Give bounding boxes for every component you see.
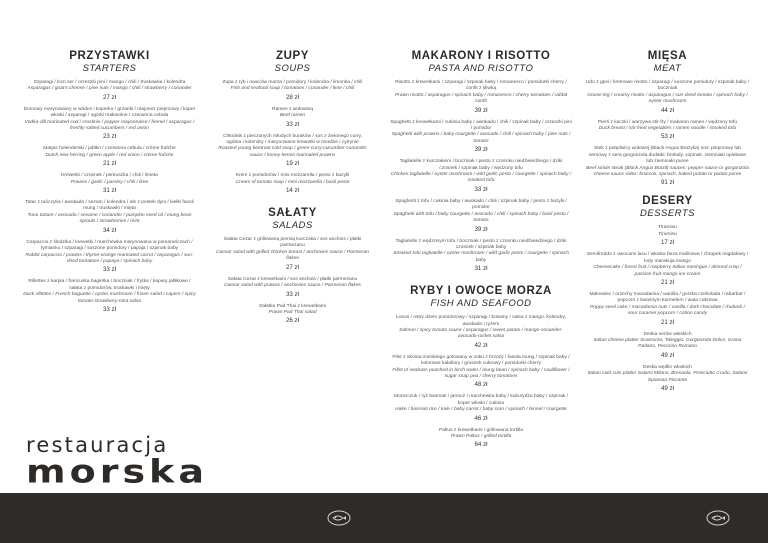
menu-item <box>390 394 572 422</box>
menu-item-price: 46 zł <box>474 414 488 422</box>
menu-item-name-pl: Krewetki / czosnek / pietruszka / chili / limeta <box>61 173 158 179</box>
menu-item-price: 91 zł <box>660 179 675 187</box>
menu-item-name-pl: Sałata Cezar z grillowaną piersią kurczaka / sos anchois / płatki parmezanu <box>223 237 362 249</box>
menu-item-name-en: Duck rillettes / French baguette / oyster mushroom / frisee salad / capers / spicy tomato-strawberry-mint salsa <box>23 292 196 304</box>
logo-main-text: morska <box>26 452 208 490</box>
soups-list <box>215 80 370 195</box>
menu-item-name-pl: Tiramisu <box>658 225 677 231</box>
menu-item <box>585 365 750 393</box>
menu-item-price: 33 zł <box>285 290 300 298</box>
menu-item-price: 27 zł <box>102 93 117 101</box>
menu-item-name-pl: Domowy marynowany w wódce i koperku / grzanki / majonez pieprzowy / koper włoski / szparagi / ogórki małosolne / czerwona cebula <box>23 106 196 119</box>
menu-item <box>585 225 750 247</box>
menu-item-price: 28 zł <box>285 93 300 101</box>
menu-item-name-pl: Sałatka Pad Thai z krewetkami <box>258 303 327 309</box>
menu-item-name-pl: Łosoś / ostry dżem pomidorowy / szparagi / botwiny / salsa z mango, kolendry, awokado i ryżem <box>396 315 566 327</box>
menu-item-price: 34 zł <box>102 226 117 234</box>
section-title-desserts: DESERY <box>642 195 693 208</box>
menu-item <box>585 80 750 115</box>
column-starters <box>22 50 197 319</box>
menu-item-name-pl: Chłodnik z pieczonych młodych buraków / sos z zielonego curry, ogórka i kolendry / marynowane krewetki w miodzie i cytrynie <box>222 133 363 146</box>
menu-item-name-en: Tiramisu <box>658 231 677 237</box>
menu-item <box>22 173 197 195</box>
menu-item-name-pl: Paltus z krewetkami / grillowana tortilla <box>439 427 523 433</box>
menu-item-name-en: Prawns / garlic / parsley / chili / lime <box>70 179 149 185</box>
menu-item-name-pl: Ramen z wołowiną <box>271 106 314 112</box>
menu-item-name-en: Fish and seafood soup / tomatoes / coriander / lime / chili <box>230 86 355 92</box>
section-subtitle-soups: SOUPS <box>274 63 311 74</box>
menu-item <box>390 199 572 234</box>
menu-item-name-pl: Tatar z tuńczyka / awokado / sezam / kolendra / ole z pestek dyni / kiełki fasoli mung / truskawki / mięta <box>25 200 194 212</box>
menu-item-price: 33 zł <box>102 305 117 313</box>
menu-item-name-en: Italian cold cuts platter Salami Milano, Bresaola, Prosciutto Crudo, Salami Spianata Piccante <box>587 371 748 383</box>
menu-item-name-pl: Szparagi / kozi ser / orzeszki pini / mango / chili / truskawka / kolendra <box>33 80 186 85</box>
menu-item-name-pl: Pierś z kaczki / warzywa stir-fry / makaron ramen / wędzony tofu <box>597 119 738 125</box>
section-title-meat: MIĘSA <box>647 50 688 62</box>
menu-item-name-en: Goose leg / creamy risotto / asparagus / sun-dried tomato / spinach baby / oyster mushroom <box>587 92 748 105</box>
menu-item-name-en: Italian cheese platter Scamorza, Taleggio, Gorgonzola Dolce, Grana Padano, Pecorino Romano <box>593 337 742 350</box>
menu-item-price: 31 zł <box>102 187 117 195</box>
section-subtitle-salads: SALADS <box>272 220 313 232</box>
menu-item <box>390 120 572 155</box>
section-title-pasta: MAKARONY I RISOTTO <box>411 50 551 62</box>
menu-item-name-pl: Spaghetti z tofu / cukinia baby / awokado / chili / szpinak baby / pesto z bazylii / pomidor <box>395 198 567 211</box>
menu-item <box>390 428 572 450</box>
menu-item <box>585 120 750 142</box>
section-subtitle-meat: MEAT <box>653 63 682 74</box>
menu-item-price: 27 zł <box>285 263 300 271</box>
menu-item-name-en: Beef ramen <box>279 113 306 119</box>
section-title-fish: RYBY I OWOCE MORZA <box>410 285 552 298</box>
menu-item-price: 21 zł <box>660 278 675 286</box>
menu-item <box>390 159 572 194</box>
menu-item-price: 33 zł <box>474 185 488 193</box>
salads-list <box>215 237 370 325</box>
menu-item-name-en: Poppy seed cake / macadamia nuts / vanilla / dark chocolate / rhubarb / sour caramel popcorn / cotton candy <box>590 304 745 317</box>
menu-item-name-pl: Morszczuk / ryż basmati / jarmuż / marchewka baby / kukurydza baby / szpinak / koper włoski / cukinia <box>394 394 568 406</box>
menu-item-price: 21 zł <box>102 160 117 168</box>
menu-item <box>390 315 572 350</box>
pasta-list <box>390 80 572 273</box>
menu-item-name-en: Caesar salad with grilled chicken breast / anchovies sauce / Parmesan flakes <box>215 249 370 262</box>
menu-item <box>585 332 750 360</box>
desserts-list <box>585 225 750 393</box>
menu-item-price: 39 zł <box>474 146 488 154</box>
menu-item-name-pl: Carpaccio z śledzika / krewetki / marchewka marynowana w pomarańczach / tymianku / szparagi / suszone pomidory / papaja / szpinak baby <box>26 239 193 252</box>
menu-item <box>22 200 197 235</box>
menu-item-name-en: Beef sirloin steak (Black Angus Brazil) sauces: pepper sauce or gorgonzola cheese sauce sides: broccoli, spinach, baked potato or potato puree <box>586 165 749 178</box>
menu-item-price: 17 zł <box>660 239 675 247</box>
menu-item-price: 26 zł <box>285 317 300 325</box>
menu-item-name-pl: Deska wędlin włoskich <box>643 364 692 370</box>
menu-item-price: 53 zł <box>660 133 675 141</box>
menu-item-name-en: Duck breast / stir-fried vegetables / ramen noodle / smoked tofu <box>598 126 737 132</box>
menu-item-name-en: Hake / basmati rice / kale / baby carrot / baby corn / spinach / fennel / courgette <box>395 407 567 413</box>
fish-icon <box>705 509 731 527</box>
menu-item-name-pl: Semifreddo z owocami lasu / włoska beza malinowa / chrupek migdałowy / lody marakuja mango <box>586 252 749 264</box>
menu-item <box>390 80 572 115</box>
menu-item-price: 39 zł <box>474 225 488 233</box>
menu-item-name-en: Asparagus / goat's cheese / pine nuts / mango / chili / strawberry / coriander <box>27 86 192 92</box>
menu-item-name-en: Roasted young beetroot cold soup / green curry-cucumber-coriander sauce / honey-lemon marinated prawns <box>218 146 367 158</box>
footer-band <box>0 493 768 543</box>
menu-item-price: 33 zł <box>102 266 117 274</box>
menu-item-price: 23 zł <box>102 133 117 141</box>
menu-item-name-pl: Rillettes z karpia / francuska bagietka / boczniak / frytka / kapary jabłkowe / sałata z pomidorów, truskawki i mięty <box>28 279 191 291</box>
menu-item-name-en: Spaghetti with tofu / baby courgette / avocado / chili / spinach baby / basil pesto / tomato <box>393 211 569 224</box>
menu-item-name-en: Dutch new herring / green apple / red onion / crème fraîche <box>45 152 174 158</box>
menu-item-name-en: Smoked tofu tagliatelle / oyster mushroom / wild garlic pesto / courgette / spinach baby <box>393 251 569 263</box>
menu-item-name-en: Salmon / spicy tomato sauce / asparagus / sweet potato / mango-coriander-avocado-rocket salsa <box>399 327 563 340</box>
section-subtitle-fish: FISH AND SEAFOOD <box>430 298 532 310</box>
fish-list <box>390 315 572 449</box>
menu-item <box>390 355 572 390</box>
menu-item-price: 44 zł <box>660 106 675 114</box>
menu-item-name-en: Vodka-dill marinated cod / crostinis / pepper mayonnaise / fennel / asparagus / freshly-salted cucumbers / red onion <box>24 119 195 132</box>
menu-item <box>22 240 197 275</box>
section-subtitle-starters: STARTERS <box>82 63 137 74</box>
menu-item <box>215 107 370 129</box>
menu-item-name-en: Prawn Paltus / grilled tortilla <box>450 434 512 439</box>
meat-list <box>585 80 750 187</box>
menu-item <box>215 80 370 102</box>
menu-item-name-pl: Risotto z krewetkami / szparagi / szpinak baby / romanesco / pomidorki cherry / confit z śliwką <box>395 80 567 92</box>
menu-item <box>22 80 197 102</box>
menu-item <box>585 292 750 327</box>
restaurant-logo <box>26 433 208 492</box>
menu-item <box>22 279 197 314</box>
column-pasta-fish <box>390 50 572 454</box>
menu-item-name-en: Cheesecake / forest fruit / raspberry Italian meringue / almond crisp / passion fruit-mango ice-cream <box>593 265 742 277</box>
starters-list <box>22 80 197 314</box>
menu-item <box>215 304 370 326</box>
section-title-starters: PRZYSTAWKI <box>69 50 150 62</box>
menu-item-price: 39 zł <box>474 106 488 114</box>
menu-item-name-pl: Sałata Cezar z krewetkami / sos anchois / płatki parmezanu <box>227 276 358 282</box>
column-meat-desserts <box>585 50 750 398</box>
menu-item <box>215 277 370 299</box>
menu-item-name-pl: Tagliatelle z kurczakiem / boczniak / pesto z czosnku niedźwiedziego / dziki czosnek / szpinak baby / wędzony tofu <box>399 159 563 171</box>
section-subtitle-pasta: PASTA AND RISOTTO <box>428 63 534 74</box>
menu-item <box>22 146 197 168</box>
menu-item-name-pl: Deska serów włoskich <box>643 331 692 337</box>
menu-item <box>215 134 370 169</box>
section-title-salads: SAŁATY <box>268 207 317 220</box>
menu-item-price: 33 zł <box>285 120 300 128</box>
menu-item-name-pl: Krem z pomidorów / mini mozzarella / pesto z bazylii <box>235 173 350 179</box>
menu-item-name-en: Caesar salad with prawns / anchovies sauce / Parmesan flakes <box>223 283 361 289</box>
menu-item-price: 48 zł <box>474 381 488 389</box>
menu-item-name-en: Prawn Pad Thai salad <box>268 309 317 315</box>
menu-item-name-pl: Stek z polędwicy wołowej (Black Angus Brazylia) sos: pieprzowy lub sernowy z sera gorgonzola dodatki: brokuły, szpinak, ziemniaki opiekane lub ziemniaki puree <box>588 146 747 165</box>
menu-item-name-en: Cream of tomato soup / mini mozzarella / basil pesto <box>235 179 350 185</box>
column-soups-salads <box>215 50 370 330</box>
menu-item-price: 19 zł <box>285 160 300 168</box>
menu-item-name-pl: Matjas holenderski / jabłko / czerwona cebula / crème fraîche <box>43 146 176 152</box>
menu-item-price: 49 zł <box>660 351 675 359</box>
menu-item-name-pl: Zupa z ryb i owoców morza / pomidory / kolendra / limonka / chili <box>222 80 363 85</box>
menu-item <box>22 107 197 142</box>
menu-item-price: 42 zł <box>474 341 488 349</box>
menu-item <box>215 237 370 272</box>
menu-item-name-pl: Udo z gęsi / kremowe risotto / szparagi / suszone pomidory / szpinak baby / boczniak <box>585 80 750 92</box>
menu-item-price: 14 zł <box>285 187 300 195</box>
section-subtitle-desserts: DESSERTS <box>639 208 696 220</box>
menu-item-name-en: Tuna tartare / avocado / sesame / coriander / pumpkin seed oil / mung bean sprouts / strawberries / mint <box>27 212 192 225</box>
menu-item-name-en: Chicken tagliatelle / oyster mushroom / wild garlic pesto / courgette / spinach baby / smoked tofu <box>390 172 572 184</box>
menu-item-price: 31 zł <box>474 265 488 273</box>
menu-item <box>215 173 370 195</box>
menu-item <box>585 146 750 187</box>
menu-item-name-en: Prawn risotto / asparagus / spinach baby / romanesco / cherry tomatoes / rabbit confit <box>394 92 568 105</box>
logo-top-text: restauracja <box>26 433 169 457</box>
menu-item-price: 21 zł <box>660 318 675 326</box>
menu-item-name-en: Spaghetti with prawns / baby courgette / avocado / chili / spinach baby / pine nuts / tomato <box>391 132 571 144</box>
menu-item <box>585 252 750 287</box>
menu-item-name-pl: Tagliatelle z wędzonym tofu / boczniak / pesto z czosnku niedźwiedziego / dziki czosnek / szpinak baby <box>395 238 567 250</box>
menu-item-price: 49 zł <box>660 384 675 392</box>
fish-icon <box>326 509 352 527</box>
menu-item <box>390 239 572 274</box>
menu-item-price: 64 zł <box>474 441 488 449</box>
menu-item-name-pl: Makowiec / orzechy macadamia / wanilia / gorzka czekolada / rabarbar / popcorn z kwaśnym karmelem / wata cukrowa <box>589 291 746 304</box>
menu-item-name-pl: Filet z okonia morskiego gotowany w soku z brzozy / fasola mung / szpinak baby / kolorowe kalafiory / groszek cukrowy / pomidorki cherry <box>392 354 570 367</box>
menu-item-name-pl: Spaghetti z krewetkami / cukinia baby / awokado / chili / szpinak baby / orzeszki pini / pomidor <box>390 119 572 132</box>
menu-item-name-en: Rabbit carpaccio / prawns / thyme-orange marinated carrot / asparagus / sun-dried tomatoes / papaya / spinach baby <box>25 252 194 264</box>
section-title-soups: ZUPY <box>275 50 310 62</box>
menu-item-name-en: Fillet of seabass poached in birch water / mung bean / spinach baby / cauliflower / sugar snap pea / cherry tomatoes <box>392 367 570 379</box>
